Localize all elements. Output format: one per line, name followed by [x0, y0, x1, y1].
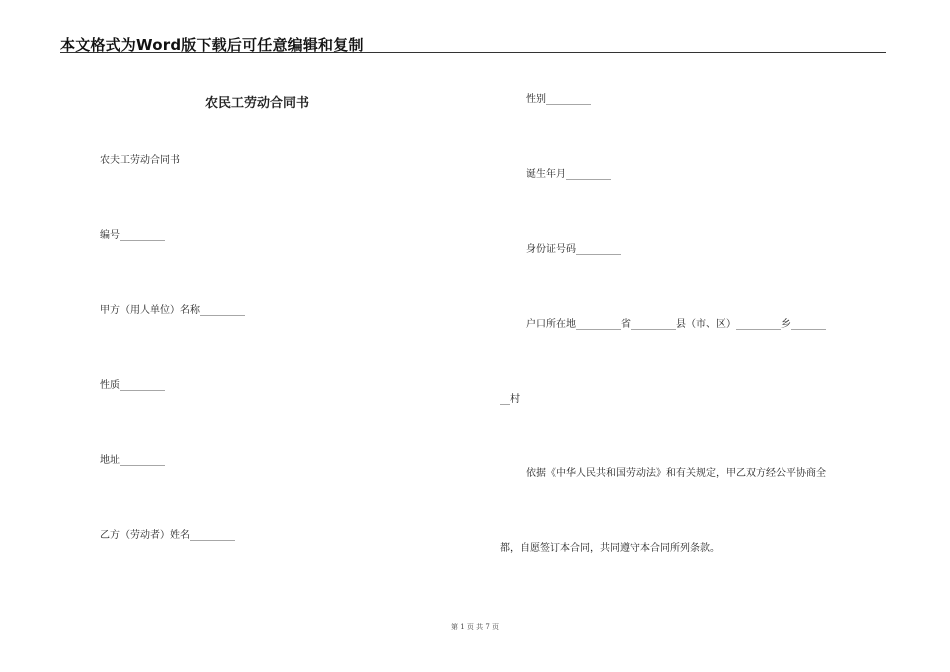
right-line-legal-basis: 依据《中华人民共和国劳动法》和有关规定，甲乙双方经公平协商全 — [526, 468, 826, 479]
document-title: 农民工劳动合同书 — [205, 96, 310, 111]
document-header: 本文格式为Word版下载后可任意编辑和复制 — [60, 36, 364, 54]
left-line-contract-name: 农夫工劳动合同书 — [100, 155, 180, 166]
right-line-birth-date: 诞生年月_________ — [526, 169, 611, 180]
right-line-gender: 性别_________ — [526, 94, 591, 105]
right-line-household-registration: 户口所在地_________省_________县（市、区）_________乡_______ — [526, 319, 826, 330]
right-line-village: __村 — [500, 394, 520, 405]
right-line-id-number: 身份证号码_________ — [526, 244, 621, 255]
left-line-address: 地址_________ — [100, 455, 165, 466]
left-line-party-a-name: 甲方（用人单位）名称_________ — [100, 305, 245, 316]
left-line-nature: 性质_________ — [100, 380, 165, 391]
right-line-agreement: 都，自愿签订本合同，共同遵守本合同所列条款。 — [500, 543, 720, 554]
left-line-number: 编号_________ — [100, 230, 165, 241]
page-number: 第 1 页 共 7 页 — [450, 623, 500, 631]
left-line-party-b-name: 乙方（劳动者）姓名_________ — [100, 530, 235, 541]
header-divider — [60, 52, 886, 53]
